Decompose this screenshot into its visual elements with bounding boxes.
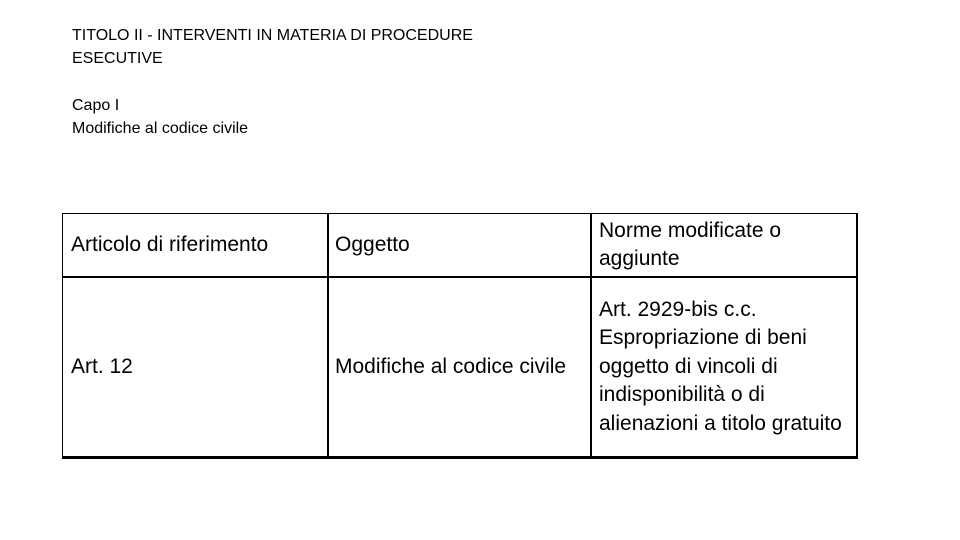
- articles-table: [62, 213, 858, 459]
- table-cell-article: Art. 12: [71, 354, 133, 378]
- document-title-line-1: TITOLO II - INTERVENTI IN MATERIA DI PROCEDURE: [72, 27, 473, 44]
- chapter-subtitle: Modifiche al codice civile: [72, 120, 249, 137]
- column-divider: [590, 214, 592, 456]
- document-title-line-2: ESECUTIVE: [72, 50, 163, 67]
- table-cell-norms: Art. 2929-bis c.c. Espropriazione di beni oggetto di vincoli di indisponibilità o di alienazioni a titolo gratuito: [599, 297, 842, 435]
- chapter-number: Capo I: [72, 97, 120, 114]
- table-cell-subject: Modifiche al codice civile: [335, 354, 567, 378]
- document-title: [72, 24, 473, 70]
- header-cell-subject: Oggetto: [335, 232, 410, 256]
- header-cell-norms: Norme modificate o aggiunte: [599, 218, 782, 270]
- header-cell-article: Articolo di riferimento: [71, 232, 269, 256]
- chapter-heading: [72, 94, 248, 140]
- column-divider: [327, 214, 329, 456]
